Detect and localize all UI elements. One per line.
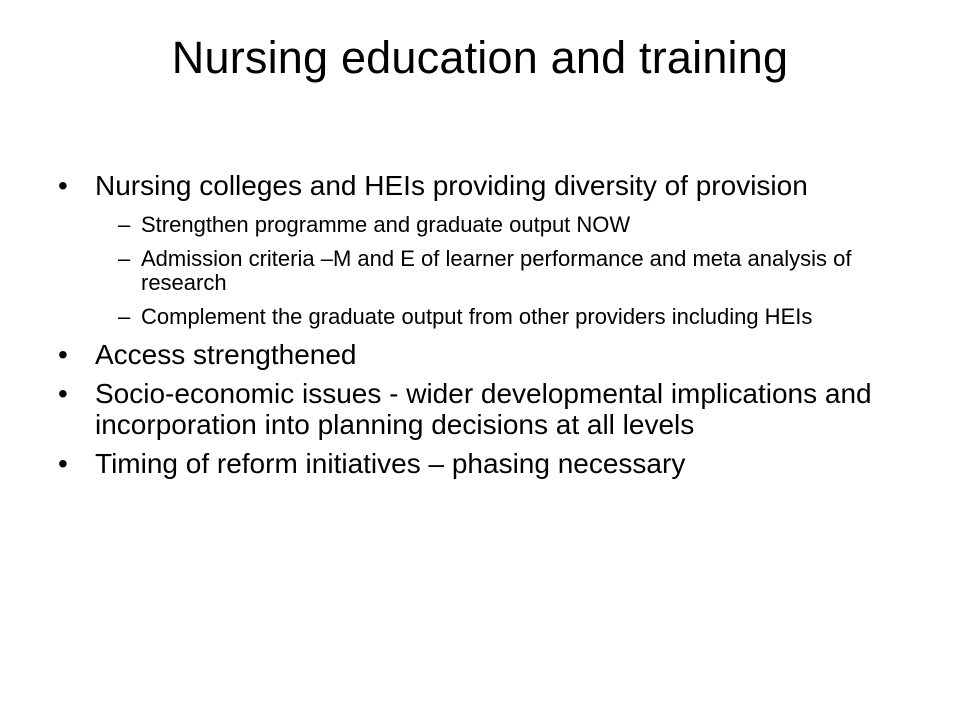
bullet-text: Access strengthened: [95, 339, 357, 370]
dash-icon: –: [118, 246, 131, 271]
sub-bullet-text: Strengthen programme and graduate output NOW: [141, 212, 631, 237]
dash-icon: –: [118, 212, 131, 237]
dash-icon: –: [118, 304, 131, 329]
bullet-text: Timing of reform initiatives – phasing necessary: [95, 448, 686, 479]
slide-title: Nursing education and training: [171, 32, 789, 83]
bullet-item: [58, 448, 918, 479]
sub-bullet-item: [118, 247, 918, 295]
bullet-list: [58, 170, 918, 487]
bullet-item: [58, 170, 918, 201]
bullet-text: Socio-economic issues - wider developmental implications and incorporation into planning decisions at all levels: [95, 378, 872, 440]
sub-bullet-list: [118, 213, 918, 329]
bullet-icon: •: [58, 378, 68, 409]
bullet-icon: •: [58, 448, 68, 479]
bullet-icon: •: [58, 170, 68, 201]
bullet-item: [58, 378, 918, 440]
sub-bullet-text: Complement the graduate output from other providers including HEIs: [141, 304, 813, 329]
sub-bullet-item: [118, 305, 918, 329]
bullet-text: Nursing colleges and HEIs providing diversity of provision: [95, 170, 808, 201]
sub-bullet-text: Admission criteria –M and E of learner performance and meta analysis of research: [141, 246, 852, 295]
bullet-item: [58, 339, 918, 370]
bullet-icon: •: [58, 339, 68, 370]
sub-bullet-item: [118, 213, 918, 237]
